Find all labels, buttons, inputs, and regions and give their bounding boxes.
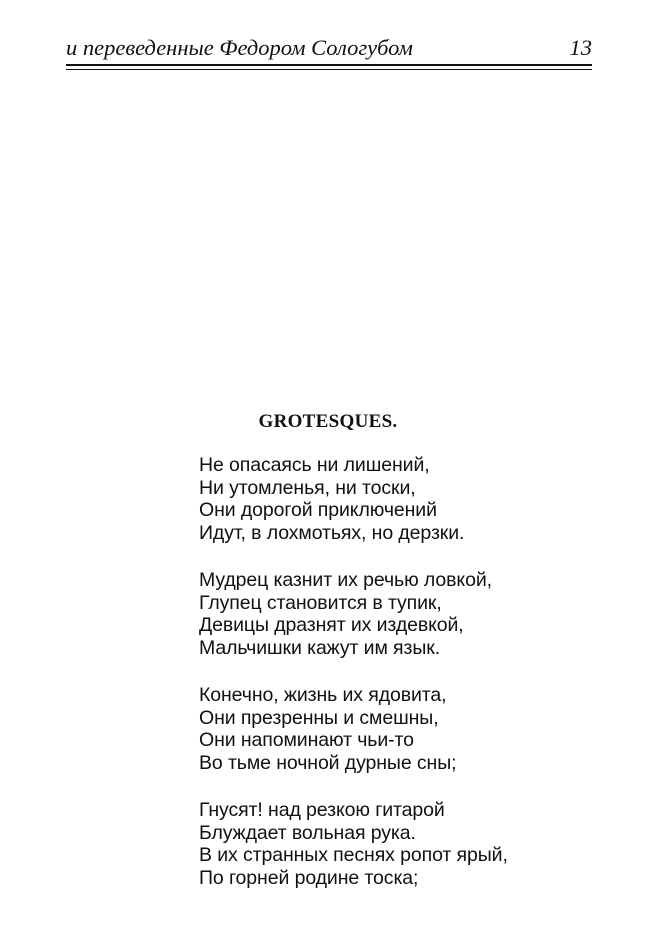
poem-line: Они напоминают чьи-то [199, 729, 414, 751]
poem-line: Ни утомленья, ни тоски, [199, 476, 416, 499]
poem-line: Во тьме ночной дурные сны; [199, 751, 457, 774]
running-title: и переведенные Федором Сологубом [66, 35, 413, 60]
poem-line: Мудрец казнит их речью ловкой, [199, 569, 492, 591]
poem-body [199, 454, 639, 914]
running-header [66, 34, 592, 66]
stanza-4 [199, 799, 639, 889]
poem-line: В их странных песнях ропот ярый, [199, 844, 508, 866]
poem-line: Идут, в лохмотьях, но дерзки. [199, 521, 465, 544]
stanza-1 [199, 454, 639, 544]
page-number: 13 [569, 35, 592, 60]
poem-line: Конечно, жизнь их ядовита, [199, 684, 447, 706]
poem-line: Глупец становится в тупик, [199, 591, 442, 614]
poem-title: GROTESQUES. [258, 411, 398, 432]
poem-line: Девицы дразнят их издевкой, [199, 614, 464, 636]
poem-line: Блуждает вольная рука. [199, 821, 416, 844]
poem-line: Они дорогой приключений [199, 499, 437, 521]
poem-line: Гнусят! над резкою гитарой [199, 799, 445, 821]
stanza-3 [199, 684, 639, 774]
header-rule-thin [66, 69, 592, 70]
stanza-2 [199, 569, 639, 659]
poem-line: Мальчишки кажут им язык. [199, 636, 441, 659]
poem-line: Они презренны и смешны, [199, 706, 439, 729]
poem-line: По горней родине тоска; [199, 866, 419, 889]
poem-title-block [0, 409, 658, 435]
header-rule-thick [66, 64, 592, 66]
poem-line: Не опасаясь ни лишений, [199, 454, 430, 476]
